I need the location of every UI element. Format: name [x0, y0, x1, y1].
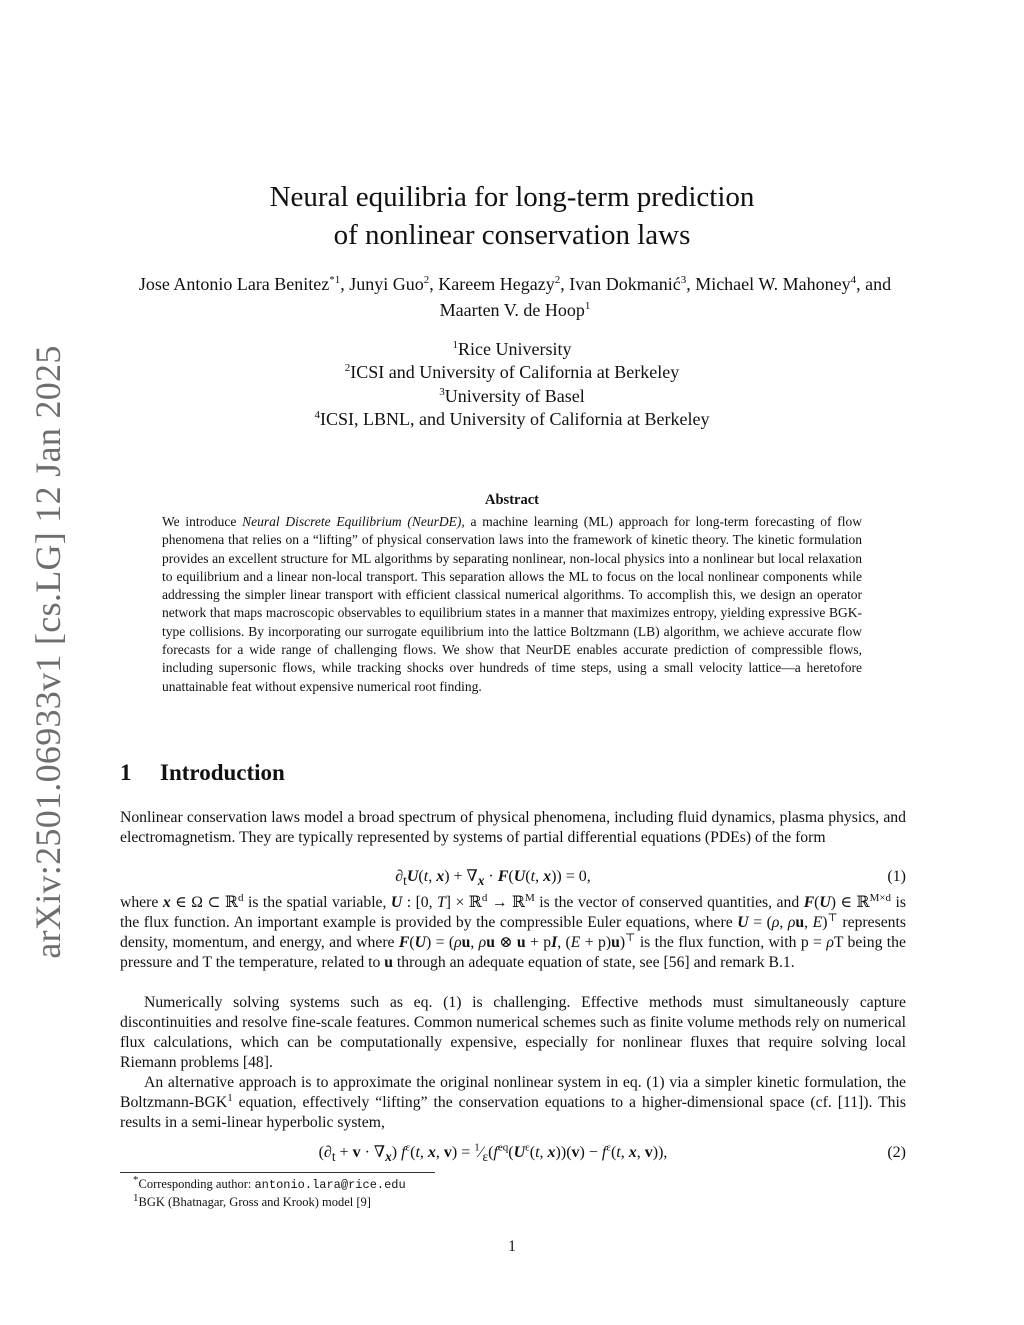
section-title: Introduction — [160, 760, 285, 785]
affiliation-item: $^1$Rice University — [452, 339, 572, 359]
author-affiliation-mark: 4 — [850, 274, 857, 286]
equation-1-number: (1) — [887, 868, 906, 885]
abstract-heading: Abstract — [485, 492, 539, 508]
author-list — [120, 271, 910, 323]
author-affiliation-mark: 1 — [584, 300, 591, 312]
affiliation-item: $^2$ICSI and University of California at Berkeley — [344, 362, 680, 383]
equation-1-body: $\partial_tU(t$, $x) + \nabla_x \cdot F(U(t$, x)) = 0, — [395, 868, 591, 889]
intro-paragraph-4: An alternative approach is to approximate the original nonlinear system in eq. (1) via a simpler kinetic formulation, the Boltzmann-BGK$^1$ equation, effectively “lifting” the conservation equations to a higher-dimensional space (cf. [11]). This results in a semi-linear hyperbolic system, — [120, 1074, 906, 1131]
footnote-reference: 1 — [227, 1091, 233, 1104]
section-number: 1 — [120, 760, 132, 785]
author-name: , and Maarten V. de Hoop — [439, 274, 892, 320]
footnote-item: *Corresponding author: antonio.lara@rice.edu — [133, 1173, 406, 1192]
footnotes — [133, 1173, 733, 1210]
author-email: antonio.lara@rice.edu — [254, 1178, 406, 1192]
page-number: 1 — [508, 1238, 516, 1255]
author-affiliation-mark: *1 — [329, 274, 341, 286]
equation-2-number: (2) — [887, 1144, 906, 1161]
section-heading — [120, 760, 285, 786]
footnote-divider — [120, 1172, 435, 1173]
footnote-item: $^1$BGK (Bhatnagar, Gross and Krook) model [9] — [133, 1191, 371, 1209]
equation-2 — [120, 1142, 906, 1164]
author-name: , Ivan Dokmanić — [560, 274, 681, 294]
intro-paragraph-1: Nonlinear conservation laws model a broad spectrum of physical phenomena, including fluid dynamics, plasma physics, and electromagnetism. They are typically represented by systems of partial differential equations (PDEs) of the form — [120, 809, 906, 846]
title-line-2: of nonlinear conservation laws — [333, 219, 691, 251]
author-affiliation-mark: 3 — [680, 274, 687, 286]
equation-1 — [120, 866, 906, 888]
title-line-1: Neural equilibria for long-term prediction — [269, 181, 755, 213]
affiliation-item: $^4$ICSI, LBNL, and University of California at Berkeley — [314, 408, 710, 429]
equation-2-body: $(\partial_t + v \cdot \nabla_x)$ $f^\varepsilon(t$, x, $v) = ^1⁄_\varepsilon(f^{eq}(U^\varepsilon(t$, $x))(v) - f^\varepsilon(t$, x, v)), — [318, 1141, 668, 1165]
affiliation-item: $^3$University of Basel — [439, 385, 585, 406]
abstract-emphasis: Neural Discrete Equilibrium (NeurDE) — [242, 514, 462, 529]
affiliation-list — [200, 338, 824, 431]
author-name: Jose Antonio Lara Benitez — [138, 274, 330, 294]
arxiv-identifier-stamp: arXiv:2501.06933v1 [cs.LG] 12 Jan 2025 — [28, 345, 68, 959]
intro-paragraph-2: where x ∈ Ω ⊂ ℝ$^d$ is the spatial variable, U : [0, T] × ℝ$^d$ → ℝ$^M$ is the vector of conserved quantities, and F(U) ∈ ℝ$^{M\times d}$ is the flux function. An important example is provided by the compressible Euler equations, where U = (ρ, ρu, E)⊤ represents density, momentum, and energy, and where F(U) = (ρu, ρu ⊗ u + pI, (E + p)u)⊤ is the flux function, with p = ρT being the pressure and T the temperature, related to u through an adequate equation of state, see [56] and remark B.1. — [120, 891, 906, 971]
author-affiliation-mark: 2 — [554, 274, 561, 286]
author-name: , Kareem Hegazy — [429, 274, 555, 294]
author-name: , Michael W. Mahoney — [686, 274, 851, 294]
abstract-text: We introduce Neural Discrete Equilibrium (NeurDE), a machine learning (ML) approach for long-term forecasting of flow phenomena that relies on a “lifting” of physical conservation laws into the framework of kinetic theory. The kinetic formulation provides an excellent structure for ML algorithms by separating nonlinear, non-local physics into a nonlinear but local relaxation to equilibrium and a linear non-local transport. This separation allows the ML to focus on the local nonlinear components while addressing the simpler linear transport with efficient classical numerical algorithms. To accomplish this, we design an operator network that maps macroscopic observables to equilibrium states in a manner that maximizes entropy, yielding expressive BGK-type collisions. By incorporating our surrogate equilibrium into the lattice Boltzmann (LB) algorithm, we achieve accurate flow forecasts for a wide range of challenging flows. We show that NeurDE enables accurate prediction of compressible flows, including supersonic flows, while tracking shocks over hundreds of time steps, using a small velocity lattice—a heretofore unattainable feat without expensive numerical root finding. — [162, 514, 862, 694]
author-affiliation-mark: 2 — [423, 274, 430, 286]
intro-paragraph-3: Numerically solving systems such as eq. (1) is challenging. Effective methods must simultaneously capture discontinuities and resolve fine-scale features. Common numerical schemes such as finite volume methods rely on numerical flux calculations, which can be computationally expensive, especially for nonlinear fluxes that require solving local Riemann problems [48]. — [120, 994, 906, 1071]
paper-title — [150, 178, 874, 254]
author-name: , Junyi Guo — [340, 274, 424, 294]
